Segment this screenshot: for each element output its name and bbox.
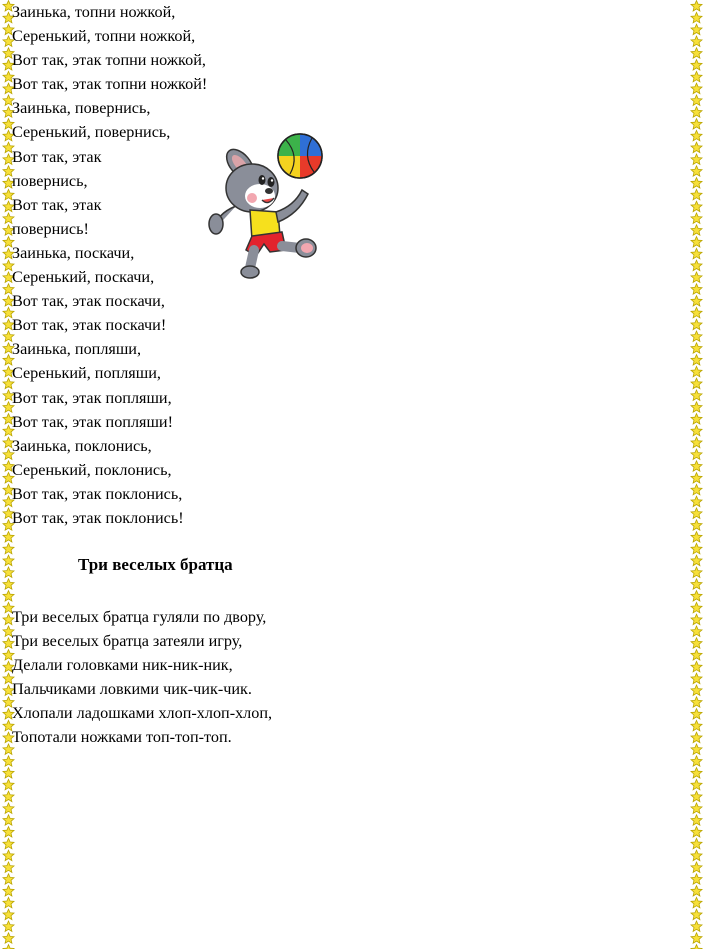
- poem-line: Заинька, топни ножкой,: [12, 3, 176, 21]
- poem-line: Пальчиками ловкими чик-чик-чик.: [12, 680, 252, 699]
- star-icon: [691, 602, 702, 612]
- poem-line: Вот так, этак попляши!: [12, 412, 173, 431]
- star-icon: [691, 897, 702, 907]
- star-icon: [3, 768, 14, 778]
- star-icon: [691, 874, 702, 884]
- star-icon: [691, 1, 702, 11]
- poem-line: Заинька, попляши,: [12, 340, 142, 359]
- star-icon: [691, 366, 702, 376]
- star-icon: [691, 555, 702, 565]
- star-icon: [691, 154, 702, 164]
- star-icon: [691, 319, 702, 329]
- star-icon: [3, 827, 14, 837]
- poem-line: Серенький, попляши,: [12, 364, 161, 383]
- poem-line: Три веселых братца гуляли по двору,: [12, 608, 267, 626]
- star-icon: [3, 838, 14, 848]
- star-icon: [3, 909, 14, 919]
- ball-icon: [278, 134, 322, 178]
- poem-line: Вот так, этак попляши,: [12, 388, 172, 407]
- star-icon: [691, 437, 702, 447]
- star-icon: [691, 909, 702, 919]
- poem-line: Три веселых братца затеяли игру,: [12, 632, 243, 651]
- star-icon: [691, 484, 702, 494]
- star-icon: [691, 284, 702, 294]
- star-icon: [691, 307, 702, 317]
- star-icon: [691, 673, 702, 683]
- star-icon: [691, 425, 702, 435]
- star-icon: [691, 60, 702, 70]
- star-icon: [691, 650, 702, 660]
- star-icon: [691, 48, 702, 58]
- star-icon: [691, 178, 702, 188]
- star-icon: [691, 449, 702, 459]
- star-icon: [691, 933, 702, 943]
- poem-line: Серенький, поклонись,: [12, 460, 172, 479]
- poem-title: Три веселых братца: [78, 555, 233, 574]
- star-icon: [691, 720, 702, 730]
- star-icon: [691, 732, 702, 742]
- star-icon: [691, 260, 702, 270]
- star-icon: [691, 945, 702, 949]
- star-icon: [691, 567, 702, 577]
- star-icon: [691, 343, 702, 353]
- star-icon: [691, 402, 702, 412]
- star-icon: [691, 237, 702, 247]
- star-icon: [691, 685, 702, 695]
- star-icon: [691, 803, 702, 813]
- star-icon: [3, 591, 14, 601]
- star-icon: [691, 838, 702, 848]
- star-icon: [691, 378, 702, 388]
- star-icon: [691, 201, 702, 211]
- star-icon: [691, 543, 702, 553]
- star-icon: [691, 355, 702, 365]
- poem-line: повернись,: [12, 171, 88, 190]
- star-icon: [3, 815, 14, 825]
- poem-line: Серенький, повернись,: [12, 123, 171, 142]
- poem-line: Делали головками ник-ник-ник,: [12, 656, 233, 675]
- star-icon: [691, 638, 702, 648]
- star-icon: [3, 567, 14, 577]
- star-icon: [691, 827, 702, 837]
- star-icon: [691, 791, 702, 801]
- star-icon: [3, 886, 14, 896]
- star-icon: [691, 225, 702, 235]
- star-icon: [691, 461, 702, 471]
- poem-line: Вот так, этак поскачи,: [12, 292, 165, 311]
- star-icon: [691, 532, 702, 542]
- star-icon: [691, 36, 702, 46]
- star-icon: [691, 779, 702, 789]
- star-icon: [691, 166, 702, 176]
- star-icon: [691, 579, 702, 589]
- star-icon: [3, 862, 14, 872]
- star-icon: [691, 520, 702, 530]
- star-icon: [691, 95, 702, 105]
- star-icon: [691, 248, 702, 258]
- poem-line: повернись!: [12, 219, 89, 238]
- star-icon: [691, 661, 702, 671]
- poem-line: Вот так, этак поклонись!: [12, 508, 184, 527]
- poem-line: Вот так, этак топни ножкой,: [12, 51, 206, 70]
- star-icon: [691, 921, 702, 931]
- star-icon: [691, 24, 702, 34]
- star-icon: [691, 130, 702, 140]
- poem-line: Серенький, поскачи,: [12, 268, 155, 287]
- star-icon: [691, 296, 702, 306]
- poem-line: Заинька, поскачи,: [12, 243, 135, 262]
- poem-line: Хлопали ладошками хлоп-хлоп-хлоп,: [12, 704, 273, 723]
- star-icon: [3, 756, 14, 766]
- star-icon: [691, 390, 702, 400]
- star-icon: [3, 933, 14, 943]
- star-icon: [691, 815, 702, 825]
- poem-line: Топотали ножками топ-топ-топ.: [12, 728, 232, 747]
- star-icon: [691, 414, 702, 424]
- star-icon: [691, 473, 702, 483]
- star-icon: [691, 886, 702, 896]
- star-icon: [691, 744, 702, 754]
- star-icon: [691, 189, 702, 199]
- star-icon: [691, 626, 702, 636]
- poem-line: Вот так, этак: [12, 147, 102, 166]
- star-icon: [691, 850, 702, 860]
- star-icon: [3, 874, 14, 884]
- star-icon: [691, 591, 702, 601]
- star-icon: [691, 213, 702, 223]
- poem-line: Вот так, этак топни ножкой!: [12, 75, 208, 94]
- star-icon: [691, 697, 702, 707]
- star-icon: [691, 496, 702, 506]
- star-icon: [3, 579, 14, 589]
- star-icon: [691, 119, 702, 129]
- star-icon: [691, 331, 702, 341]
- star-icon: [691, 142, 702, 152]
- star-icon: [3, 555, 14, 565]
- star-icon: [691, 709, 702, 719]
- poem-tri-bratsa: [12, 605, 272, 750]
- star-icon: [3, 543, 14, 553]
- star-icon: [3, 532, 14, 542]
- poem-line: Заинька, поклонись,: [12, 436, 152, 455]
- star-icon: [3, 850, 14, 860]
- star-column-right: [690, 0, 703, 949]
- star-icon: [691, 71, 702, 81]
- star-icon: [3, 945, 14, 949]
- bunny-with-ball-icon: [206, 132, 330, 280]
- star-icon: [3, 779, 14, 789]
- star-icon: [3, 897, 14, 907]
- poem-line: Вот так, этак поскачи!: [12, 316, 167, 335]
- star-icon: [691, 12, 702, 22]
- star-icon: [3, 803, 14, 813]
- star-icon: [691, 614, 702, 624]
- star-icon: [691, 272, 702, 282]
- poem-zainka: [12, 0, 207, 530]
- star-icon: [691, 107, 702, 117]
- star-border-right: [688, 0, 704, 949]
- poem-line: Вот так, этак: [12, 195, 102, 214]
- star-icon: [691, 508, 702, 518]
- poem-line: Заинька, повернись,: [12, 99, 151, 118]
- star-icon: [3, 791, 14, 801]
- star-icon: [3, 921, 14, 931]
- star-icon: [691, 862, 702, 872]
- star-icon: [691, 768, 702, 778]
- star-icon: [691, 83, 702, 93]
- star-icon: [691, 756, 702, 766]
- poem-line: Вот так, этак поклонись,: [12, 484, 183, 503]
- poem-line: Серенький, топни ножкой,: [12, 27, 196, 46]
